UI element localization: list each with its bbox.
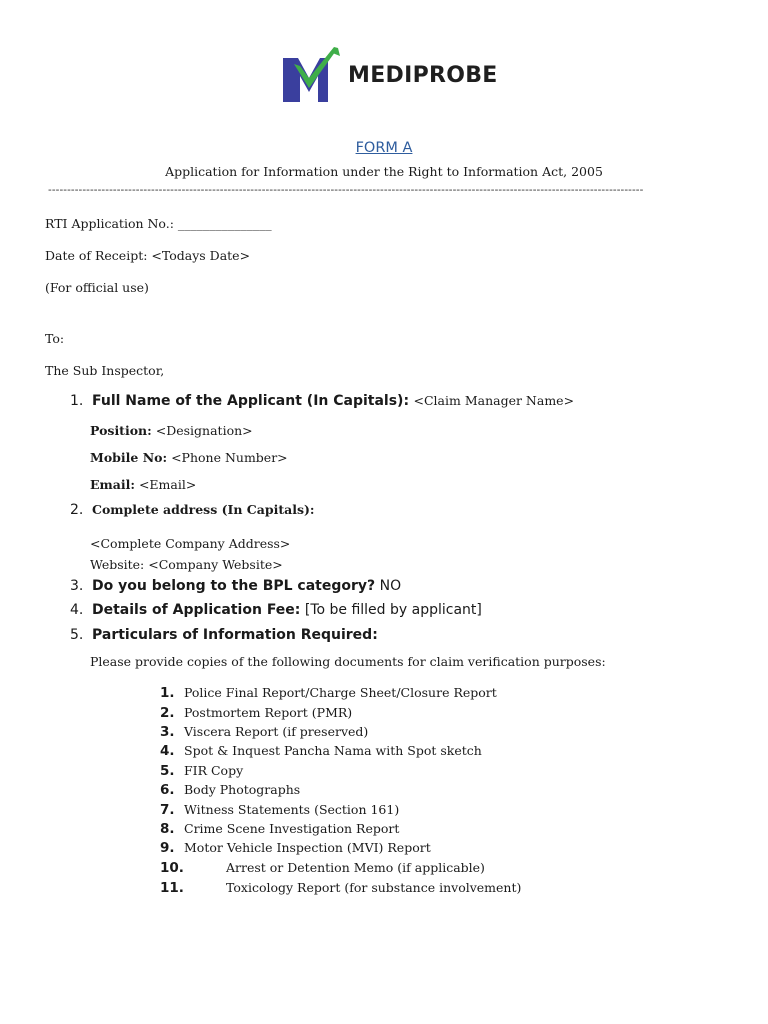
email-label: Email: xyxy=(90,477,135,492)
question-number: 2. xyxy=(70,502,84,518)
position-label: Position: xyxy=(90,423,152,438)
question-label: Complete address (In Capitals): xyxy=(92,502,315,517)
question-number: 3. xyxy=(70,578,84,594)
question-label: Do you belong to the BPL category? xyxy=(92,578,376,594)
document-item: 5. FIR Copy xyxy=(160,763,244,779)
document-item: 9. Motor Vehicle Inspection (MVI) Report xyxy=(160,840,431,856)
recipient: The Sub Inspector, xyxy=(45,363,165,378)
question-number: 4. xyxy=(70,602,84,618)
company-website: Website: <Company Website> xyxy=(90,557,283,572)
question-label: Full Name of the Applicant (In Capitals): xyxy=(92,393,410,409)
application-fee-value: [To be filled by applicant] xyxy=(304,602,482,618)
applicant-name-value: <Claim Manager Name> xyxy=(413,393,575,408)
question-4 xyxy=(70,602,482,618)
official-use-note: (For official use) xyxy=(45,280,149,295)
document-item: 3. Viscera Report (if preserved) xyxy=(160,724,369,740)
question-2 xyxy=(70,502,315,518)
position-value: <Designation> xyxy=(155,423,253,438)
document-item: 7. Witness Statements (Section 161) xyxy=(160,802,400,818)
document-item: 8. Crime Scene Investigation Report xyxy=(160,821,400,837)
to-label: To: xyxy=(45,331,65,346)
form-title: FORM A xyxy=(355,140,413,156)
question-label: Details of Application Fee: xyxy=(92,602,301,618)
document-item: 2. Postmortem Report (PMR) xyxy=(160,705,353,721)
logo-brand-name: MEDIPROBE xyxy=(348,62,498,88)
email-line xyxy=(90,477,196,492)
dashed-divider: ------------------------------------------------------------------------------------------------------------------------------------------------------------ xyxy=(48,183,644,196)
date-of-receipt: Date of Receipt: <Todays Date> xyxy=(45,248,251,263)
rti-application-number: RTI Application No.: _______________ xyxy=(45,216,272,231)
mobile-line xyxy=(90,450,288,465)
question-label: Particulars of Information Required: xyxy=(92,627,378,643)
bpl-answer: NO xyxy=(379,578,402,594)
form-subtitle: Application for Information under the Right to Information Act, 2005 xyxy=(165,164,603,179)
mediprobe-logo xyxy=(280,44,498,106)
document-item: 1. Police Final Report/Charge Sheet/Closure Report xyxy=(160,685,497,701)
question-5 xyxy=(70,627,378,643)
mediprobe-m-icon xyxy=(280,44,342,106)
documents-intro: Please provide copies of the following documents for claim verification purposes: xyxy=(90,654,606,669)
question-number: 5. xyxy=(70,627,84,643)
mobile-value: <Phone Number> xyxy=(171,450,288,465)
document-item: 4. Spot & Inquest Pancha Nama with Spot sketch xyxy=(160,743,482,759)
document-item: 11. Toxicology Report (for substance involvement) xyxy=(160,880,522,896)
document-item: 10. Arrest or Detention Memo (if applicable) xyxy=(160,860,485,876)
position-line xyxy=(90,423,253,438)
mobile-label: Mobile No: xyxy=(90,450,168,465)
question-3 xyxy=(70,578,401,594)
company-address: <Complete Company Address> xyxy=(90,536,291,551)
document-item: 6. Body Photographs xyxy=(160,782,301,798)
question-number: 1. xyxy=(70,393,84,409)
question-1 xyxy=(70,393,574,409)
email-value: <Email> xyxy=(138,477,197,492)
